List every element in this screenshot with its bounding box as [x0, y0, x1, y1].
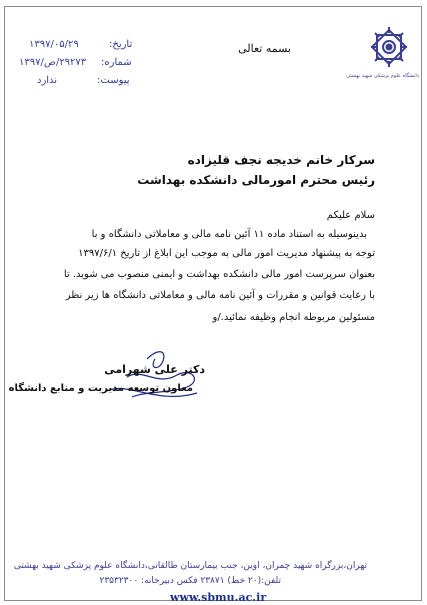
date-label: تاریخ:	[109, 39, 133, 50]
body-line-1: بدینوسیله به استناد ماده ۱۱ آئین نامه مالی و معاملاتی دانشگاه و با	[91, 229, 367, 240]
number-value: ۲۹۲۷۳/ص/۱۳۹۷	[19, 57, 87, 68]
body-line-2: توجه به پیشنهاد مدیریت امور مالی به موجب این ابلاغ از تاریخ ۱۳۹۷/۶/۱	[78, 248, 375, 259]
invocation-text: بسمه تعالی	[238, 42, 291, 55]
logo-caption: دانشگاه علوم پزشکی شهید بهشتی	[346, 73, 419, 79]
handwritten-signature	[87, 347, 237, 407]
signatory-position: معاون توسعه مدیریت و منابع دانشگاه	[8, 383, 193, 394]
letter-page	[4, 6, 422, 604]
body-line-5: مسئولین مربوطه انجام وظیفه نمائید./و	[212, 312, 375, 323]
number-label: شماره:	[101, 57, 132, 68]
greeting: سلام علیکم	[326, 210, 375, 221]
footer-address: تهران،بزرگراه شهید چمران، اوین، جنب بیمارستان طالقانی،دانشگاه علوم پزشکی شهید بهشتی	[13, 561, 367, 571]
recipient-name: سرکار خانم خدیجه نجف قلیزاده	[187, 153, 375, 167]
footer-phone: تلفن:(۲۰ خط) ۲۳۸۷۱ فکس دبیرخانه: ۲۳۵۳۲۳۰۰	[99, 576, 281, 586]
body-line-4: با رعایت قوانین و مقررات و آئین نامه مالی و معاملاتی دانشگاه ها زیر نظر	[65, 290, 375, 301]
university-logo	[346, 23, 419, 81]
attachment-label: پیوست:	[97, 75, 130, 86]
university-emblem-icon	[363, 23, 415, 73]
date-value: ۱۳۹۷/۰۵/۲۹	[29, 39, 79, 50]
recipient-title: رئیس محترم امورمالی دانشکده بهداشت	[137, 173, 375, 187]
footer-website[interactable]: www.sbmu.ac.ir	[170, 591, 267, 604]
body-line-3: بعنوان سرپرست امور مالی دانشکده بهداشت و ایمنی منصوب می شوید. تا	[63, 269, 375, 280]
attachment-value: ندارد	[37, 75, 58, 86]
signatory-name: دکتر علی شهرامی	[104, 363, 205, 376]
